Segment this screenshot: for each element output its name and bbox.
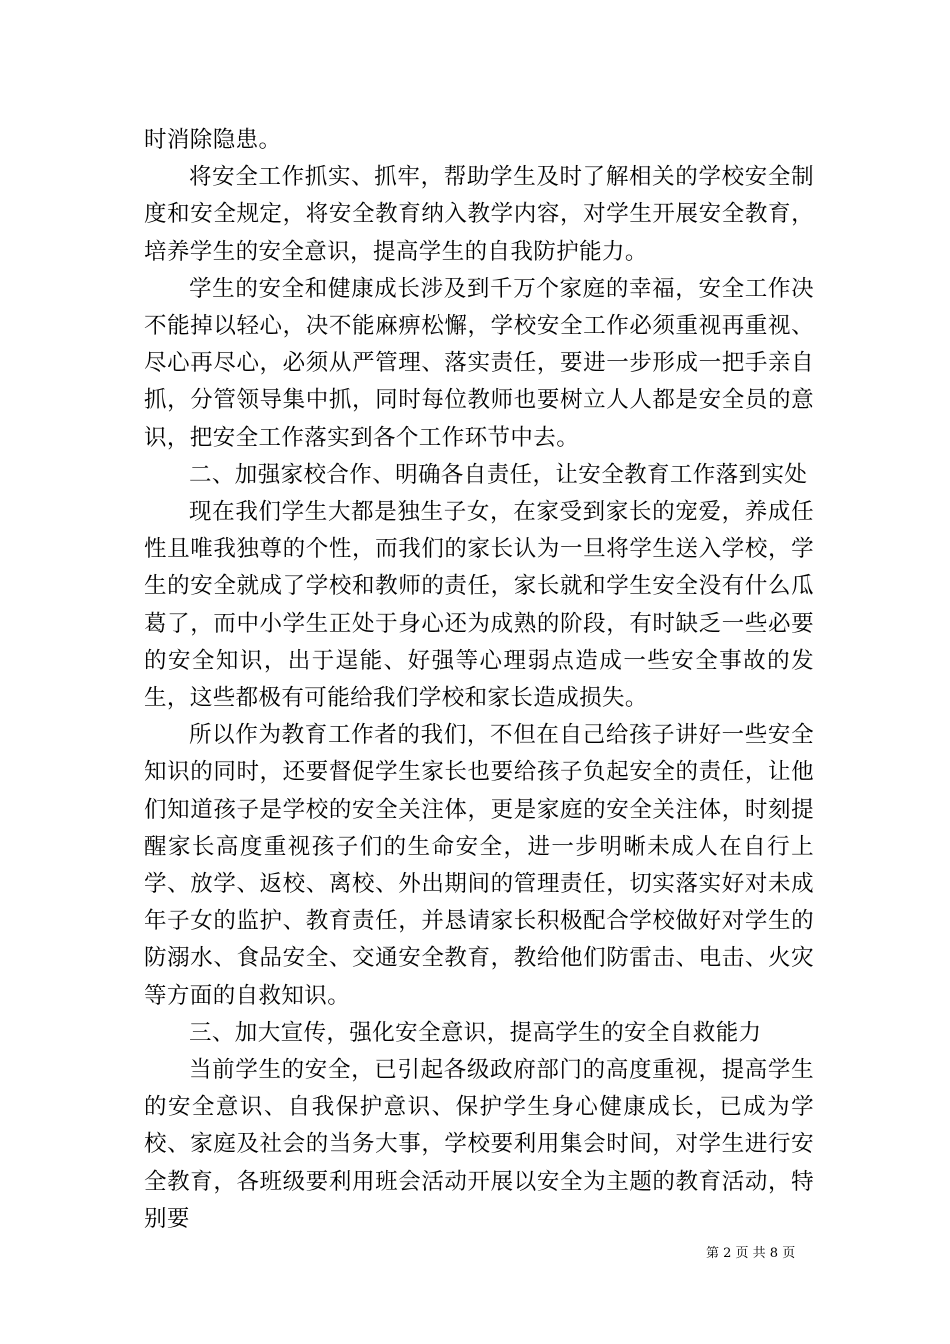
paragraph-1: 时消除隐患。: [144, 127, 282, 153]
paragraph-4: 现在我们学生大都是独生子女，在家受到家长的宠爱，养成任性且唯我独尊的个性，而我们的家长认为一旦将学生送入学校，学生的安全就成了学校和教师的责任，家长就和学生安全没有什么瓜葛了，而中小学生正处于身心还为成熟的阶段，有时缺乏一些必要的安全知识，出于逞能、好强等心理弱点造成一些安全事故的发生，这些都极有可能给我们学校和家长造成损失。: [144, 499, 814, 712]
paragraph-3: 学生的安全和健康成长涉及到千万个家庭的幸福，安全工作决不能掉以轻心，决不能麻痹松懈，学校安全工作必须重视再重视、尽心再尽心，必须从严管理、落实责任，要进一步形成一把手亲自抓，分管领导集中抓，同时每位教师也要树立人人都是安全员的意识，把安全工作落实到各个工作环节中去。: [144, 275, 814, 451]
page-number-footer: 第 2 页 共 8 页: [706, 1246, 796, 1261]
section-heading-3: 三、加大宣传，强化安全意识，提高学生的安全自救能力: [189, 1019, 762, 1046]
paragraph-6: 当前学生的安全，已引起各级政府部门的高度重视，提高学生的安全意识、自我保护意识、保护学生身心健康成长，已成为学校、家庭及社会的当务大事，学校要利用集会时间，对学生进行安全教育，各班级要利用班会活动开展以安全为主题的教育活动，特别要: [144, 1057, 814, 1232]
document-body: [144, 122, 814, 1238]
paragraph-5: 所以作为教育工作者的我们，不但在自己给孩子讲好一些安全知识的同时，还要督促学生家长也要给孩子负起安全的责任，让他们知道孩子是学校的安全关注体，更是家庭的安全关注体，时刻提醒家长高度重视孩子们的生命安全，进一步明晰未成人在自行上学、放学、返校、离校、外出期间的管理责任，切实落实好对未成年子女的监护、教育责任，并恳请家长积极配合学校做好对学生的防溺水、食品安全、交通安全教育，教给他们防雷击、电击、火灾等方面的自救知识。: [144, 722, 814, 1009]
paragraph-2: 将安全工作抓实、抓牢，帮助学生及时了解相关的学校安全制度和安全规定，将安全教育纳入教学内容，对学生开展安全教育，培养学生的安全意识，提高学生的自我防护能力。: [144, 164, 814, 265]
section-heading-2: 二、加强家校合作、明确各自责任，让安全教育工作落到实处: [189, 461, 808, 488]
